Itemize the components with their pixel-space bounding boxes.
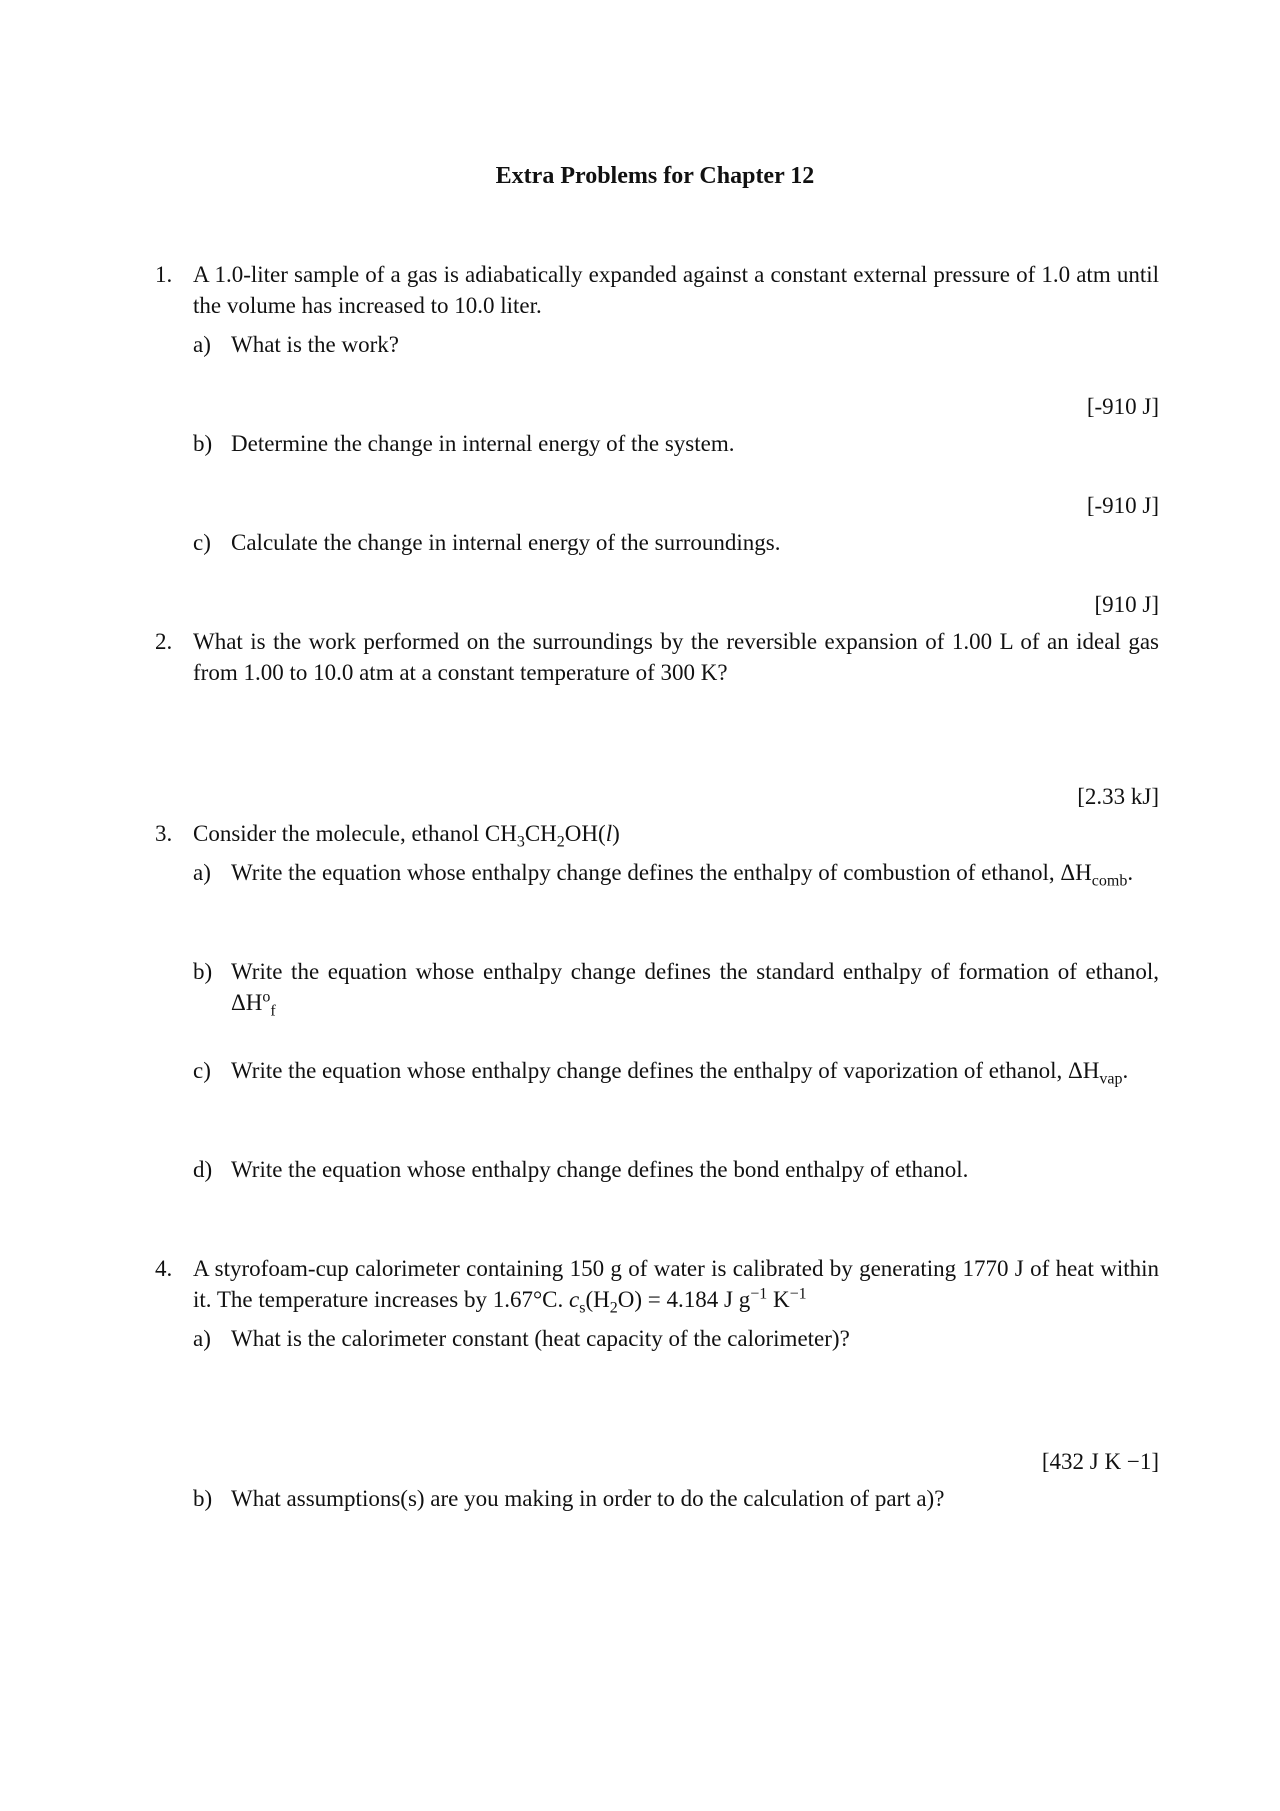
question-3d [193, 1154, 1159, 1185]
part-text: Determine the change in internal energy of the system. [231, 431, 735, 456]
question-text: A 1.0-liter sample of a gas is adiabatically expanded against a constant external pressure of 1.0 atm until the volume has increased to 10.0 liter. [193, 262, 1159, 319]
part-text: Write the equation whose enthalpy change defines the enthalpy of combustion of ethanol, $\Delta H_{comb}$. [231, 860, 1134, 890]
question-1b [193, 428, 1159, 459]
question-1a [193, 329, 1159, 360]
question-4a [193, 1323, 1159, 1354]
question-4 [155, 1253, 1159, 1315]
part-text: What assumptions(s) are you making in order to do the calculation of part a)? [231, 1486, 945, 1511]
page-title: Extra Problems for Chapter 12 [495, 163, 815, 189]
answer-2: [2.33 kJ] [1077, 784, 1159, 809]
part-text: Write the equation whose enthalpy change defines the enthalpy of vaporization of ethanol, $\Delta H_{vap}$. [231, 1058, 1129, 1088]
part-text: What is the work? [231, 332, 399, 357]
answer-1b: [-910 J] [1086, 493, 1159, 518]
part-label: c) [193, 1058, 211, 1083]
question-4b [193, 1483, 1159, 1514]
question-3b [193, 956, 1159, 1018]
question-3a [193, 857, 1159, 888]
question-1 [155, 259, 1159, 321]
part-label: a) [193, 332, 211, 357]
part-text: Write the equation whose enthalpy change defines the standard enthalpy of formation of ethanol, $\Delta H^o_f$ [231, 959, 1159, 1020]
question-text: A styrofoam-cup calorimeter containing 150 g of water is calibrated by generating 1770 J of heat within it. The temperature increases by 1.67°C. $c_s(H_2O) = 4.184$ J $g^{-1}$ $K^{-1}$ [193, 1256, 1159, 1317]
part-label: a) [193, 860, 211, 885]
question-text: What is the work performed on the surroundings by the reversible expansion of 1.00 L of an ideal gas from 1.00 to 10.0 atm at a constant temperature of 300 K? [193, 629, 1159, 686]
part-label: a) [193, 1326, 211, 1351]
question-number: 4. [155, 1256, 173, 1281]
answer-4a: [432 J K −1] [1041, 1449, 1159, 1474]
part-label: d) [193, 1157, 213, 1182]
question-number: 3. [155, 821, 173, 846]
question-text: Consider the molecule, ethanol $CH_3CH_2OH(l)$ [193, 821, 620, 851]
question-3 [155, 818, 1159, 849]
answer-1a: [-910 J] [1086, 394, 1159, 419]
question-number: 1. [155, 262, 173, 287]
part-label: c) [193, 530, 211, 555]
part-label: b) [193, 1486, 213, 1511]
question-2 [155, 626, 1159, 688]
question-3c [193, 1055, 1159, 1086]
part-text: What is the calorimeter constant (heat capacity of the calorimeter)? [231, 1326, 850, 1351]
question-1c [193, 527, 1159, 558]
part-text: Calculate the change in internal energy of the surroundings. [231, 530, 781, 555]
answer-1c: [910 J] [1094, 592, 1159, 617]
part-text: Write the equation whose enthalpy change defines the bond enthalpy of ethanol. [231, 1157, 969, 1182]
part-label: b) [193, 431, 213, 456]
question-number: 2. [155, 629, 173, 654]
part-label: b) [193, 959, 213, 984]
